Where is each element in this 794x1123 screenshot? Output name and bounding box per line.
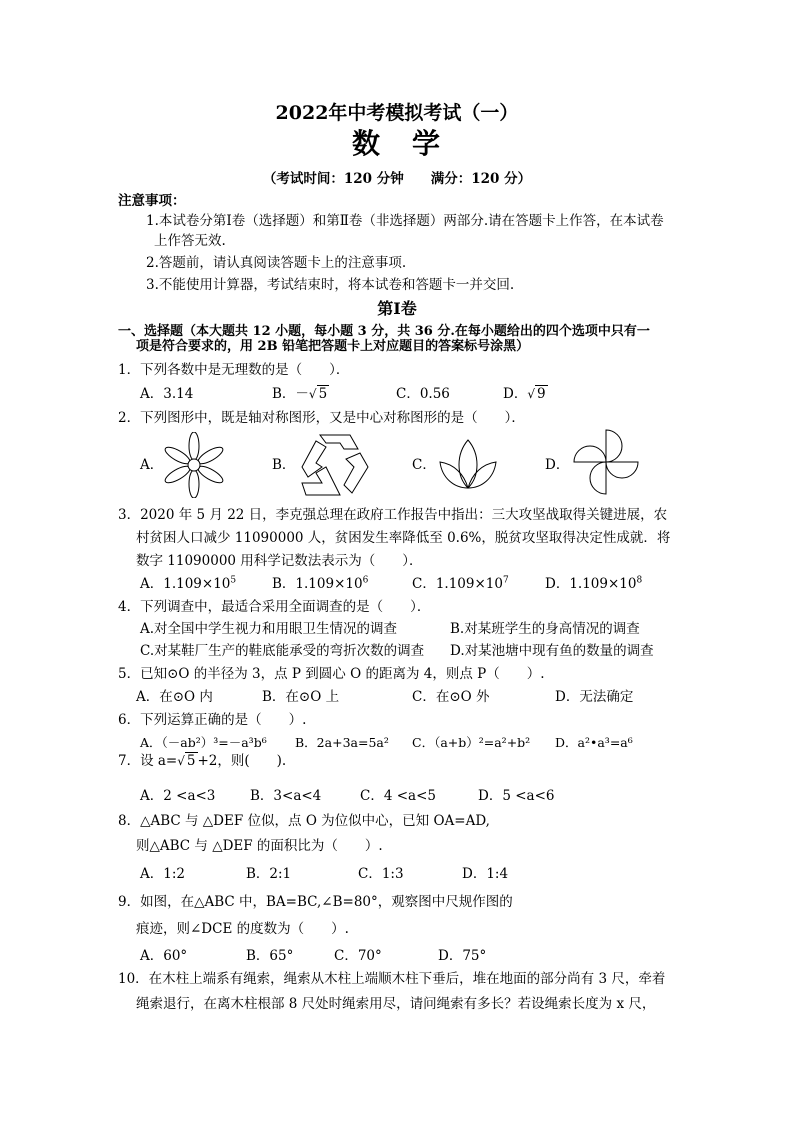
q7-option-d: D．5 <a<6	[478, 788, 555, 804]
q9-option-c: C．70°	[334, 948, 382, 964]
q5-option-c: C．在⊙O 外	[412, 689, 490, 705]
q3-option-b-base: B．1.109×10	[272, 576, 363, 592]
q1-option-b-radicand: 5	[318, 386, 328, 402]
q2-option-d: D．	[545, 457, 570, 473]
q7-option-c: C．4 <a<5	[360, 788, 436, 804]
notice-item-3: 3.不能使用计算器，考试结束时，将本试卷和答题卡一并交回.	[146, 277, 515, 293]
q9-option-b: B．65°	[246, 948, 294, 964]
notice-item-1-cont: 上作答无效.	[154, 233, 226, 249]
q2-pinwheel-figure	[572, 428, 640, 496]
q3-option-d-base: D．1.109×10	[545, 576, 637, 592]
q3-option-c-exp: 7	[502, 575, 509, 586]
q3-option-c	[412, 575, 509, 593]
q4-option-b: B.对某班学生的身高情况的调查	[450, 621, 640, 637]
q7-stem: 7．设 a=√ 5 +2，则( ).	[118, 753, 287, 769]
q3-option-c-base: C．1.109×10	[412, 576, 503, 592]
exam-time-info: （考试时间：120 分钟 满分：120 分）	[262, 171, 532, 187]
q6-stem: 6．下列运算正确的是（ ）.	[118, 712, 307, 728]
section-heading-line1: 一、选择题（本大题共 12 小题，每小题 3 分，共 36 分.在每小题给出的四个选项中只有一	[118, 324, 650, 339]
q3-option-b-exp: 6	[362, 575, 369, 586]
q7-stem-radicand: 5	[186, 753, 196, 769]
q9-option-d: D．75°	[438, 948, 487, 964]
q8-option-b: B．2:1	[246, 866, 292, 882]
q8-line1: 8．△ABC 与 △DEF 位似，点 O 为位似中心，已知 OA=AD,	[118, 813, 490, 829]
q9-line1: 9．如图，在△ABC 中，BA=BC,∠B=80°，观察图中尺规作图的	[118, 894, 513, 910]
q3-line3: 数字 11090000 用科学记数法表示为（ ）．	[136, 553, 423, 569]
q1-option-d-radicand: 9	[536, 386, 546, 402]
q3-option-d-exp: 8	[636, 575, 643, 586]
q3-option-a	[140, 575, 236, 593]
subject-title: 数 学	[351, 127, 442, 160]
q6-option-d: D．a²•a³=a⁶	[555, 735, 633, 750]
q8-option-d: D．1:4	[462, 866, 509, 882]
q5-stem: 5．已知⊙O 的半径为 3，点 P 到圆心 O 的距离为 4，则点 P（ ）.	[118, 666, 545, 682]
q8-line2: 则△ABC 与 △DEF 的面积比为（ ）.	[136, 838, 383, 854]
q4-option-a: A.对全国中学生视力和用眼卫生情况的调查	[140, 621, 398, 637]
q7-option-a: A．2 <a<3	[140, 788, 216, 804]
q6-option-c: C．（a+b）²=a²+b²	[412, 735, 531, 750]
q5-option-b: B．在⊙O 上	[262, 689, 340, 705]
q9-option-a: A．60°	[140, 948, 188, 964]
q2-option-a: A．	[140, 457, 164, 473]
q10-line1: 10．在木柱上端系有绳索，绳索从木柱上端顺木柱下垂后，堆在地面的部分尚有 3 尺，牵着	[118, 971, 666, 987]
volume-heading: 第Ⅰ卷	[377, 299, 417, 318]
q4-option-d: D.对某池塘中现有鱼的数量的调查	[450, 643, 654, 659]
q1-option-a: A．3.14	[140, 386, 194, 402]
q1-option-d: D．√ 9	[503, 386, 546, 402]
q3-option-a-base: A．1.109×10	[140, 576, 231, 592]
notice-heading: 注意事项：	[118, 193, 186, 209]
q1-option-b-prefix: B．－	[272, 386, 309, 402]
q5-option-d: D．无法确定	[555, 689, 634, 705]
exam-title: 2022年中考模拟考试（一）	[275, 102, 519, 124]
q2-flower-figure	[164, 432, 224, 498]
q1-option-b: B．－√ 5	[272, 386, 328, 402]
q8-option-a: A．1:2	[140, 866, 185, 882]
q4-stem: 4．下列调查中，最适合采用全面调查的是（ ）．	[118, 599, 431, 615]
q4-option-c: C.对某鞋厂生产的鞋底能承受的弯折次数的调查	[140, 643, 425, 659]
q3-option-b	[272, 575, 368, 593]
q2-recycle-figure	[300, 433, 370, 497]
q7-stem-suffix: +2，则( ).	[197, 753, 287, 769]
q3-line1: 3．2020 年 5 月 22 日，李克强总理在政府工作报告中指出：三大攻坚战取得关键进展，农	[118, 507, 668, 523]
q5-option-a: A．在⊙O 内	[136, 689, 213, 705]
q1-option-d-prefix: D．	[503, 386, 528, 402]
q2-option-c: C．	[412, 457, 436, 473]
q2-stem: 2．下列图形中，既是轴对称图形，又是中心对称图形的是（ ）．	[118, 410, 525, 426]
q2-lotus-figure	[436, 436, 500, 492]
q9-line2: 痕迹，则∠DCE 的度数为（ ）.	[136, 921, 349, 937]
notice-item-2: 2.答题前，请认真阅读答题卡上的注意事项.	[146, 255, 407, 271]
q3-line2: 村贫困人口减少 11090000 人，贫困发生率降低至 0.6%，脱贫攻坚取得决定性成就．将	[136, 530, 671, 546]
q7-stem-prefix: 7．设 a=	[118, 753, 178, 769]
q2-option-b: B．	[272, 457, 296, 473]
notice-item-1: 1.本试卷分第Ⅰ卷（选择题）和第Ⅱ卷（非选择题）两部分.请在答题卡上作答，在本试卷	[146, 213, 664, 229]
q8-option-c: C．1:3	[358, 866, 404, 882]
q6-option-a: A．（－ab²）³=－a³b⁶	[140, 735, 267, 750]
q6-option-b: B．2a+3a=5a²	[295, 735, 389, 750]
q10-line2: 绳索退行，在离木柱根部 8 尺处时绳索用尽，请问绳索有多长？若设绳索长度为 x 尺，	[136, 996, 656, 1012]
q7-option-b: B．3<a<4	[250, 788, 322, 804]
q3-option-d	[545, 575, 642, 593]
q1-stem: 1．下列各数中是无理数的是（ ）．	[118, 362, 350, 378]
q3-option-a-exp: 5	[230, 575, 237, 586]
section-heading-line2: 项是符合要求的，用 2B 铅笔把答题卡上对应题目的答案标号涂黑）	[136, 339, 530, 354]
q1-option-c: C．0.56	[396, 386, 450, 402]
